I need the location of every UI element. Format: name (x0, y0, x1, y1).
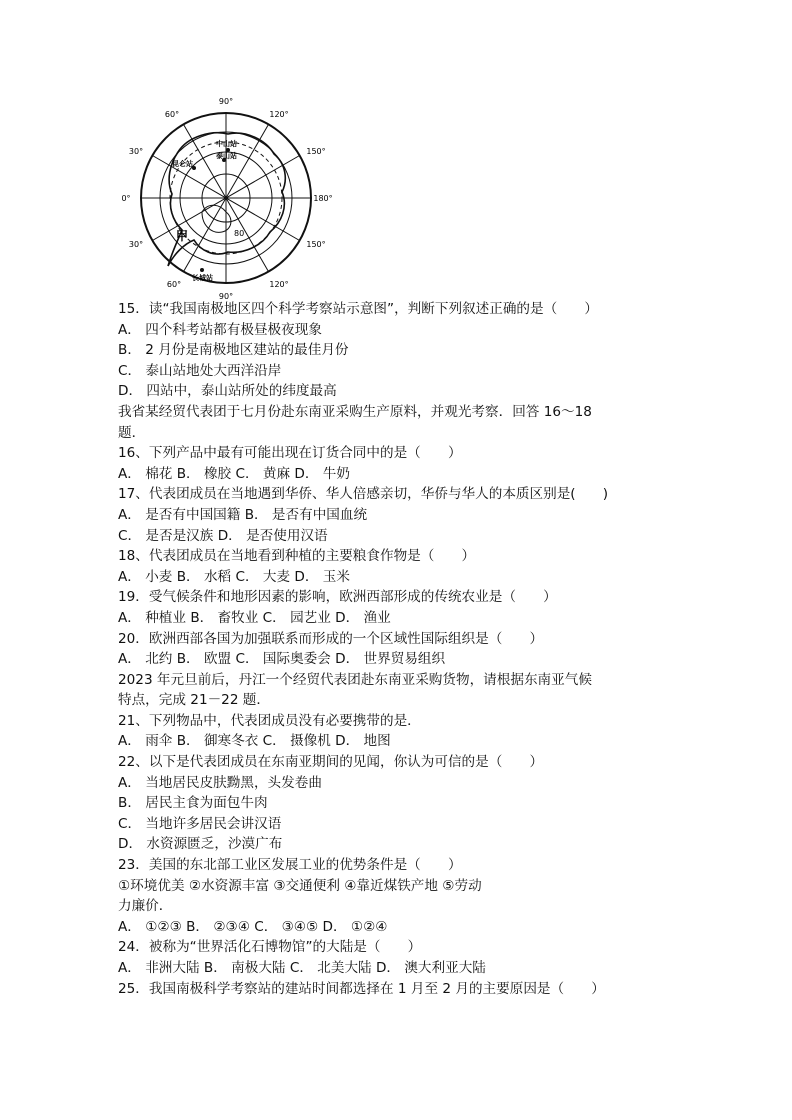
deg-label: 150° (306, 240, 326, 249)
deg-label: 150° (306, 147, 326, 156)
text-line: 25．我国南极科学考察站的建站时间都选择在 1 月至 2 月的主要原因是（ ） (118, 980, 605, 997)
latitude-label: 80 (234, 229, 245, 238)
deg-label: 30° (128, 240, 144, 249)
text-line: 20．欧洲西部各国为加强联系而形成的一个区域性国际组织是（ ） (118, 630, 544, 647)
text-line: D． 四站中，泰山站所处的纬度最高 (118, 383, 337, 400)
text-line: A． 四个科考站都有极昼极夜现象 (118, 321, 322, 338)
text-line: 22、以下是代表团成员在东南亚期间的见闻，你认为可信的是（ ） (118, 754, 544, 771)
station-kunlun: 昆仑站 (172, 160, 193, 168)
text-line: D． 水资源匮乏，沙漠广布 (118, 836, 283, 853)
question-text (118, 299, 688, 999)
text-line: 24．被称为“世界活化石博物馆”的大陆是（ ） (118, 939, 422, 956)
text-line: 2023 年元旦前后，丹江一个经贸代表团赴东南亚采购货物，请根据东南亚气候 (118, 671, 592, 688)
text-line: 21、下列物品中，代表团成员没有必要携带的是． (118, 712, 421, 729)
station-taishan: 泰山站 (216, 152, 237, 160)
text-line: A． 是否有中国国籍 B． 是否有中国血统 (118, 506, 368, 523)
text-line: C． 是否是汉族 D． 是否使用汉语 (118, 527, 328, 544)
text-line: A． 棉花 B． 橡胶 C． 黄麻 D． 牛奶 (118, 465, 350, 482)
text-line: B． 居民主食为面包牛肉 (118, 795, 268, 812)
deg-label: 60° (166, 280, 182, 289)
text-line: A． 小麦 B． 水稻 C． 大麦 D． 玉米 (118, 568, 350, 585)
text-line: 18、代表团成员在当地看到种植的主要粮食作物是（ ） (118, 548, 476, 565)
deg-label: 180° (313, 194, 333, 203)
text-line: ①环境优美 ②水资源丰富 ③交通便利 ④靠近煤铁产地 ⑤劳动 (118, 877, 482, 894)
text-line: 17、代表团成员在当地遇到华侨、华人倍感亲切，华侨与华人的本质区别是( ) (118, 486, 609, 503)
text-line: B． 2 月份是南极地区建站的最佳月份 (118, 342, 349, 359)
text-line: A． 当地居民皮肤黝黑，头发卷曲 (118, 774, 322, 791)
text-line: A． 北约 B． 欧盟 C． 国际奥委会 D． 世界贸易组织 (118, 651, 446, 668)
deg-label: 90° (218, 292, 234, 301)
deg-label: 0° (121, 194, 131, 203)
text-line: 特点，完成 21－22 题． (118, 692, 270, 709)
text-line: 力廉价． (118, 898, 173, 915)
text-line: 16、下列产品中最有可能出现在订货合同中的是（ ） (118, 445, 462, 462)
text-line: 23．美国的东北部工业区发展工业的优势条件是（ ） (118, 857, 462, 874)
deg-label: 30° (128, 147, 144, 156)
station-zhongshan: 中山站 (216, 140, 237, 148)
text-line: C． 泰山站地处大西洋沿岸 (118, 362, 282, 379)
region-label: 甲 (176, 229, 189, 243)
antarctic-stations-map (116, 94, 336, 302)
text-line: 题． (118, 424, 146, 441)
text-line: A． 雨伞 B． 御寒冬衣 C． 摄像机 D． 地图 (118, 733, 391, 750)
deg-label: 90° (218, 97, 234, 106)
text-line: C． 当地许多居民会讲汉语 (118, 815, 282, 832)
text-line: 15．读“我国南极地区四个科学考察站示意图”，判断下列叙述正确的是（ ） (118, 301, 598, 317)
text-line: 我省某经贸代表团于七月份赴东南亚采购生产原料，并观光考察．回答 16～18 (118, 403, 592, 420)
text-line: A． 种植业 B． 畜牧业 C． 园艺业 D． 渔业 (118, 609, 391, 626)
station-changcheng: 长城站 (192, 274, 213, 282)
deg-label: 120° (269, 280, 289, 289)
text-line: A． ①②③ B． ②③④ C． ③④⑤ D． ①②④ (118, 918, 388, 935)
text-line: 19．受气候条件和地形因素的影响，欧洲西部形成的传统农业是（ ） (118, 589, 557, 606)
text-line: A． 非洲大陆 B． 南极大陆 C． 北美大陆 D． 澳大利亚大陆 (118, 960, 486, 976)
deg-label: 60° (164, 110, 180, 119)
deg-label: 120° (269, 110, 289, 119)
